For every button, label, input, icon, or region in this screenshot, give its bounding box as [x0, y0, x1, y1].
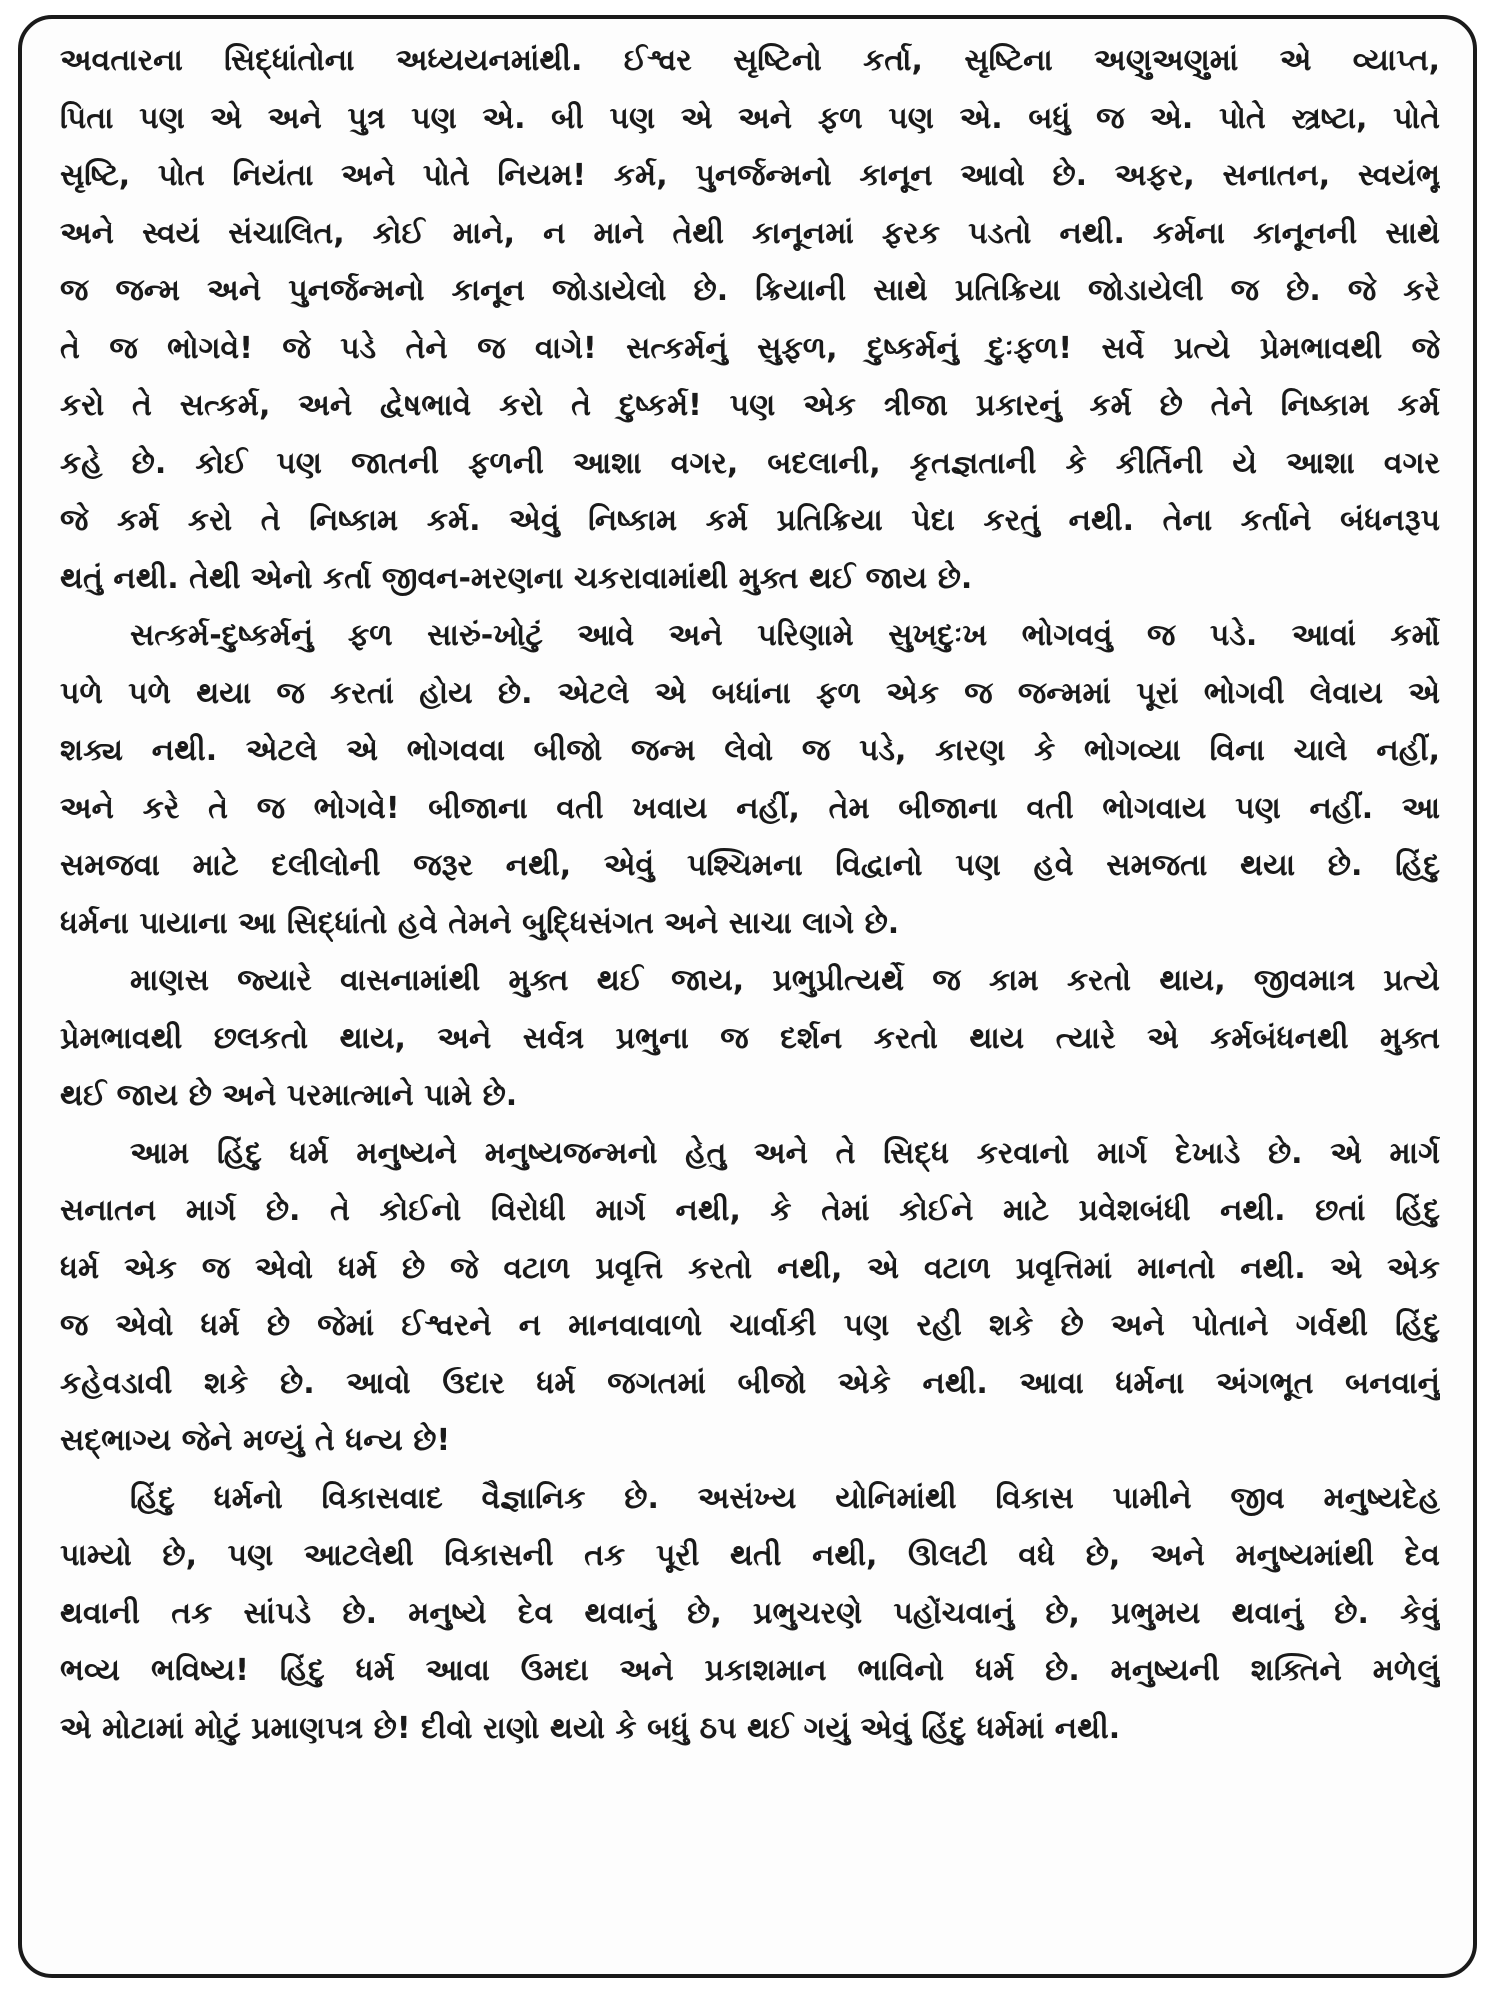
- text-line: ધર્મ એક જ એવો ધર્મ છે જે વટાળ પ્રવૃત્તિ કરતો નથી, એ વટાળ પ્રવૃત્તિમાં માનતો નથી. એ એક: [60, 1250, 1440, 1286]
- text-line: આમ હિંદુ ધર્મ મનુષ્યને મનુષ્યજન્મનો હેતુ અને તે સિદ્ધ કરવાનો માર્ગ દેખાડે છે. એ માર્ગ: [130, 1135, 1440, 1171]
- text-line: અવતારના સિદ્ધાંતોના અધ્યયનમાંથી. ઈશ્વર સૃષ્ટિનો કર્તા, સૃષ્ટિના અણુઅણુમાં એ વ્યાપ્ત,: [60, 43, 1440, 78]
- text-line: અને કરે તે જ ભોગવે! બીજાના વતી ખવાય નહીં, તેમ બીજાના વતી ભોગવાય પણ નહીં. આ: [60, 790, 1440, 826]
- text-line: હિંદુ ધર્મનો વિકાસવાદ વૈજ્ઞાનિક છે. અસંખ્ય યોનિમાંથી વિકાસ પામીને જીવ મનુષ્યદેહ: [130, 1480, 1440, 1516]
- text-line: કહેવડાવી શકે છે. આવો ઉદાર ધર્મ જગતમાં બીજો એકે નથી. આવા ધર્મના અંગભૂત બનવાનું: [60, 1365, 1440, 1401]
- text-line: શક્ય નથી. એટલે એ ભોગવવા બીજો જન્મ લેવો જ પડે, કારણ કે ભોગવ્યા વિના ચાલે નહીં,: [60, 733, 1440, 768]
- text-line: સનાતન માર્ગ છે. તે કોઈનો વિરોધી માર્ગ નથી, કે તેમાં કોઈને માટે પ્રવેશબંધી નથી. છતાં હિંદુ: [60, 1193, 1440, 1228]
- text-line: પામ્યો છે, પણ આટલેથી વિકાસની તક પૂરી થતી નથી, ઊલટી વધે છે, અને મનુષ્યમાંથી દેવ: [60, 1538, 1440, 1573]
- text-line: થતું નથી. તેથી એનો કર્તા જીવન-મરણના ચકરાવામાંથી મુક્ત થઈ જાય છે.: [60, 560, 973, 596]
- text-line: પળે પળે થયા જ કરતાં હોય છે. એટલે એ બધાંના ફળ એક જ જન્મમાં પૂરાં ભોગવી લેવાય એ: [60, 675, 1440, 711]
- text-line: અને સ્વયં સંચાલિત, કોઈ માને, ન માને તેથી કાનૂનમાં ફરક પડતો નથી. કર્મના કાનૂનની સાથે: [60, 215, 1440, 251]
- text-line: થઈ જાય છે અને પરમાત્માને પામે છે.: [60, 1078, 518, 1113]
- text-line: જ એવો ધર્મ છે જેમાં ઈશ્વરને ન માનવાવાળો ચાર્વાકી પણ રહી શકે છે અને પોતાને ગર્વથી હિંદુ: [60, 1308, 1440, 1343]
- text-line: માણસ જ્યારે વાસનામાંથી મુક્ત થઈ જાય, પ્રભુપ્રીત્યર્થે જ કામ કરતો થાય, જીવમાત્ર પ્રત્યે: [130, 963, 1440, 998]
- text-line: એ મોટામાં મોટું પ્રમાણપત્ર છે! દીવો રાણો થયો કે બધું ઠપ થઈ ગયું એવું હિંદુ ધર્મમાં નથી.: [60, 1710, 1121, 1746]
- text-line: કરો તે સત્કર્મ, અને દ્વેષભાવે કરો તે દુષ્કર્મ! પણ એક ત્રીજા પ્રકારનું કર્મ છે તેને નિષ્કામ કર્મ: [60, 388, 1440, 423]
- article-body: [60, 32, 1440, 1757]
- text-line: પિતા પણ એ અને પુત્ર પણ એ. બી પણ એ અને ફળ પણ એ. બધું જ એ. પોતે સ્ત્રષ્ટા, પોતે: [60, 100, 1440, 136]
- text-line: સત્કર્મ-દુષ્કર્મનું ફળ સારું-ખોટું આવે અને પરિણામે સુખદુઃખ ભોગવવું જ પડે. આવાં કર્મો: [130, 618, 1440, 653]
- text-line: ભવ્ય ભવિષ્ય! હિંદુ ધર્મ આવા ઉમદા અને પ્રકાશમાન ભાવિનો ધર્મ છે. મનુષ્યની શક્તિને મળેલું: [60, 1653, 1440, 1688]
- paragraph: [60, 952, 1440, 1125]
- text-line: સૃષ્ટિ, પોત નિયંતા અને પોતે નિયમ! કર્મ, પુનર્જન્મનો કાનૂન આવો છે. અફર, સનાતન, સ્વયંભૂ: [60, 158, 1440, 193]
- text-line: પ્રેમભાવથી છલકતો થાય, અને સર્વત્ર પ્રભુના જ દર્શન કરતો થાય ત્યારે એ કર્મબંધનથી મુક્ત: [60, 1020, 1440, 1056]
- text-line: ધર્મના પાયાના આ સિદ્ધાંતો હવે તેમને બુદ્ધિસંગત અને સાચા લાગે છે.: [60, 905, 900, 941]
- paragraph: [60, 1470, 1440, 1758]
- text-line: તે જ ભોગવે! જે પડે તેને જ વાગે! સત્કર્મનું સુફળ, દુષ્કર્મનું દુઃફળ! સર્વે પ્રત્યે પ્રેમભાવથી જે: [60, 330, 1440, 366]
- text-line: સદ્ભાગ્ય જેને મળ્યું તે ધન્ય છે!: [60, 1423, 451, 1458]
- text-line: સમજવા માટે દલીલોની જરૂર નથી, એવું પશ્ચિમના વિદ્વાનો પણ હવે સમજતા થયા છે. હિંદુ: [60, 848, 1440, 883]
- text-line: જ જન્મ અને પુનર્જન્મનો કાનૂન જોડાયેલો છે. ક્રિયાની સાથે પ્રતિક્રિયા જોડાયેલી જ છે. જે કરે: [60, 273, 1440, 308]
- paragraph: [60, 1125, 1440, 1470]
- text-line: થવાની તક સાંપડે છે. મનુષ્યે દેવ થવાનું છે, પ્રભુચરણે પહોંચવાનું છે, પ્રભુમય થવાનું છે. કેવું: [60, 1595, 1440, 1631]
- text-line: જે કર્મ કરો તે નિષ્કામ કર્મ. એવું નિષ્કામ કર્મ પ્રતિક્રિયા પેદા કરતું નથી. તેના કર્તાને બંધનરૂપ: [60, 503, 1440, 538]
- paragraph: [60, 32, 1440, 607]
- text-line: કહે છે. કોઈ પણ જાતની ફળની આશા વગર, બદલાની, કૃતજ્ઞતાની કે કીર્તિની યે આશા વગર: [60, 445, 1440, 481]
- paragraph: [60, 607, 1440, 952]
